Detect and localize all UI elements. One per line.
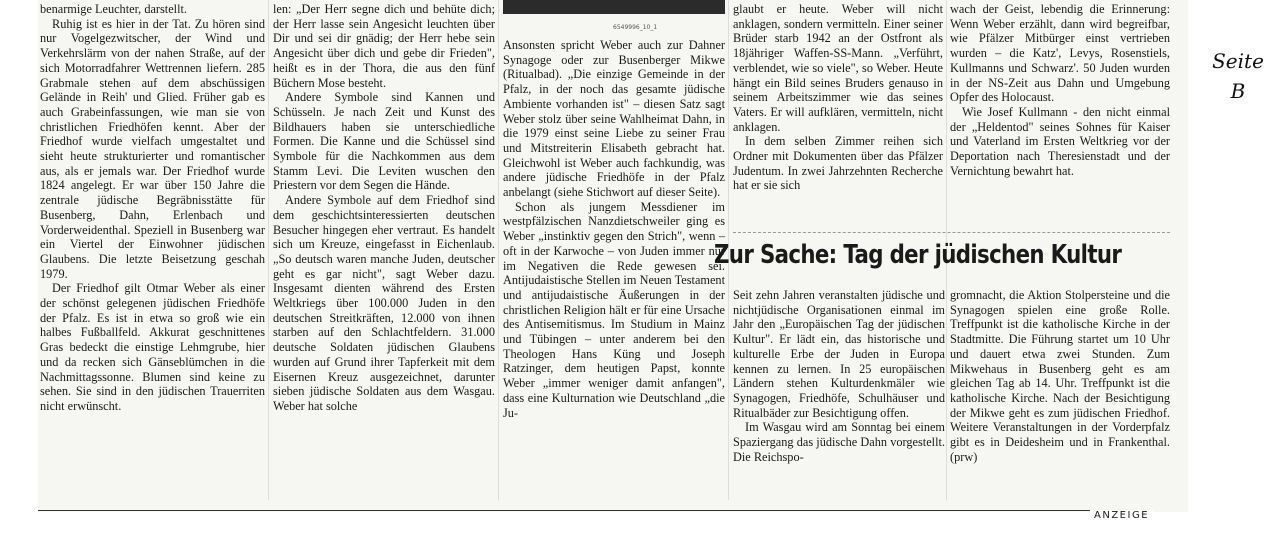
paragraph: glaubt er heute. Weber will nicht anklagen, sondern vermitteln. Einer seiner Brüder starb 1942 an der Ostfront als 18jähriger Waffen-SS-Mann. „Verführt, verblendet, wie so viele", so Weber. Heute hängt ein Bild seines Bruders genauso in seinem Arbeitszimmer wie das seines Vaters. Er will aufklären, vermitteln, nicht anklagen. [733, 2, 943, 134]
sidebar-headline: Zur Sache: Tag der jüdischen Kultur [714, 240, 1122, 270]
sidebar-column-2 [950, 288, 1170, 488]
ad-code: 6549996_10_1 [613, 24, 658, 31]
paragraph: Andere Symbole auf dem Friedhof sind dem geschichtsinteressierten deutschen Besucher hingegen eher vertraut. Es handelt sich um Kreuze, eingefasst in Eichenlaub. „So deutsch waren manche Juden, deutscher geht es gar nicht", sagt Weber dazu. Insgesamt dienten während des Ersten Weltkriegs über 100.000 Juden in den deutschen Streitkräften, 12.000 von ihnen starben auf den Schlachtfeldern. 31.000 deutsche Soldaten jüdischen Glaubens wurden auf Grund ihrer Tapferkeit mit dem Eisernen Kreuz ausgezeichnet, darunter sieben jüdische Soldaten aus dem Wasgau. Weber hat solche [273, 193, 495, 413]
article-column-4 [733, 2, 943, 217]
anzeige-label: ANZEIGE [1090, 510, 1153, 521]
article-column-2 [273, 2, 495, 487]
column-divider [268, 0, 269, 500]
paragraph: Schon als jungem Messdiener im westpfälzischen Nanzdietschweiler ging es Weber „instinktiv gegen den Strich", wenn – oft in der Karwoche – von Juden immer nur im Negativen die Rede gewesen sei. Antijudaistische Stellen im Neuen Testament und antijudaistische Äußerungen in der christlichen Religion hält er für eine Ursache des Antisemitismus. Im Studium in Mainz und Tübingen – unter anderem bei den Theologen Hans Küng und Joseph Ratzinger, dem heutigen Papst, konnte Weber „immer weniger damit anfangen", dass eine Kulturnation wie Deutschland „die Ju- [503, 199, 725, 420]
paragraph: gromnacht, die Aktion Stolpersteine und die Synagogen spielen eine große Rolle. Treffpunkt ist die katholische Kirche in der Stadtmitte. Die Führung startet um 10 Uhr und dauert etwa zwei Stunden. Zum Mikwehaus in Busenberg geht es am gleichen Tag ab 14. Uhr. Treffpunkt ist die katholische Kirche. Nach der Besichtigung der Mikwe geht es zum jüdischen Friedhof. Weitere Veranstaltungen in der Vorderpfalz gibt es in Deidesheim und in Frankenthal. (prw) [950, 288, 1170, 464]
paragraph: wach der Geist, lebendig die Erinnerung: Wenn Weber erzählt, dann wird begreifbar, wie Pfälzer Mitbürger einst vertrieben wurden – die Katz', Levys, Rosenstiels, Kullmanns und Schwarz'. 50 Juden wurden in der NS-Zeit aus Dahn und Umgebung Opfer des Holocaust. [950, 2, 1170, 105]
paragraph: Wie Josef Kullmann - den nicht einmal der „Heldentod" seines Sohnes für Kaiser und Vaterland im Ersten Weltkrieg vor der Deportation nach Theresienstadt und der Vernichtung bewahrt hat. [950, 104, 1170, 178]
paragraph: len: „Der Herr segne dich und behüte dich; der Herr lasse sein Angesicht leuchten über Dir und sei dir gnädig; der Herr hebe sein Angesicht über dich und gebe dir Frieden", heißt es in der Thora, die aus den fünf Büchern Mose besteht. [273, 2, 495, 90]
article-column-1 [40, 2, 265, 487]
paragraph: Der Friedhof gilt Otmar Weber als einer der schönst gelegenen jüdischen Friedhöfe der Pfalz. Es ist in etwa so groß wie ein halbes Fußballfeld. Akkurat geschnittenes Gras bedeckt die einstige Lehmgrube, hier und da recken sich Gänseblümchen in die Nachmittagssonne. Blumen sind keine zu sehen. Sie sind in den jüdischen Trauerriten nicht erwünscht. [40, 281, 265, 413]
paragraph: benarmige Leuchter, darstellt. [40, 2, 188, 16]
article-column-5 [950, 2, 1170, 217]
handwritten-note [1208, 46, 1268, 106]
article-column-3 [503, 2, 725, 487]
paragraph: Im Wasgau wird am Sonntag bei einem Spaziergang das jüdische Dahn vorgestellt. Die Reichspo- [733, 420, 945, 464]
paragraph: Seit zehn Jahren veranstalten jüdische und nichtjüdische Organisationen einmal im Jahr den „Europäischen Tag der jüdischen Kultur". Er lädt ein, das historische und kulturelle Erbe der Juden in Europa kennen zu lernen. In 25 europäischen Ländern stehen Kulturdenkmäler wie Synagogen, Friedhöfe, Schulhäuser und Ritualbäder zur Besichtigung offen. [733, 288, 945, 420]
paragraph: Ansonsten spricht Weber auch zur Dahner Synagoge oder zur Busenberger Mikwe (Ritualbad). „Die einzige Gemeinde in der Pfalz, in der noch das gesamte jüdische Ambiente vorhanden ist" – diesen Satz sagt Weber stolz über seine Wahlheimat Dahn, in die 1979 einst seine Liebe zu seiner Frau und Mitstreiterin Elisabeth gebracht hat. Gleichwohl ist Weber auch fachkundig, was andere jüdische Friedhöfe in der Pfalz anbelangt (siehe Stichwort auf dieser Seite). [503, 38, 725, 200]
paragraph: In dem selben Zimmer reihen sich Ordner mit Dokumenten über das Pfälzer Judentum. In zwei Jahrzehnten Recherche hat er sie sich [733, 134, 943, 193]
handwritten-line: Seite [1212, 49, 1264, 73]
paragraph: Ruhig ist es hier in der Tat. Zu hören sind nur Vogelgezwitscher, der Wind und Verkehrslärm von der nahen Straße, auf der sich Motorradfahrer Wettrennen liefern. 285 Grabmale stehen auf dem abschüssigen Gelände in Reih' und Glied. Früher gab es auch Grabeinfassungen, wie man sie von christlichen Friedhöfen kennt. Aber der Friedhof wurde vielfach umgestaltet und sieht heute strukturierter und romantischer aus, als er jemals war. Der Friedhof wurde 1824 angelegt. Er war über 150 Jahre die zentrale jüdische Begräbnisstätte für Busenberg, Dahn, Erlenbach und Vorderweidenthal. Speziell in Busenberg war ein Viertel der Einwohner jüdischen Glaubens. Die letzte Beisetzung geschah 1979. [40, 16, 265, 281]
handwritten-line: B [1230, 79, 1246, 103]
section-divider [733, 232, 1170, 233]
column-divider [498, 0, 499, 500]
paragraph: Andere Symbole sind Kannen und Schüsseln. Je nach Zeit und Kunst des Bildhauers haben sie unterschiedliche Formen. Die Kanne und die Schüssel sind Symbole für die Nachkommen aus dem Stamm Levi. Die Leviten wuschen den Priestern vor dem Segen die Hände. [273, 90, 495, 193]
sidebar-column-1 [733, 288, 945, 488]
newspaper-clipping [38, 0, 1188, 521]
bottom-rule [38, 510, 1138, 511]
